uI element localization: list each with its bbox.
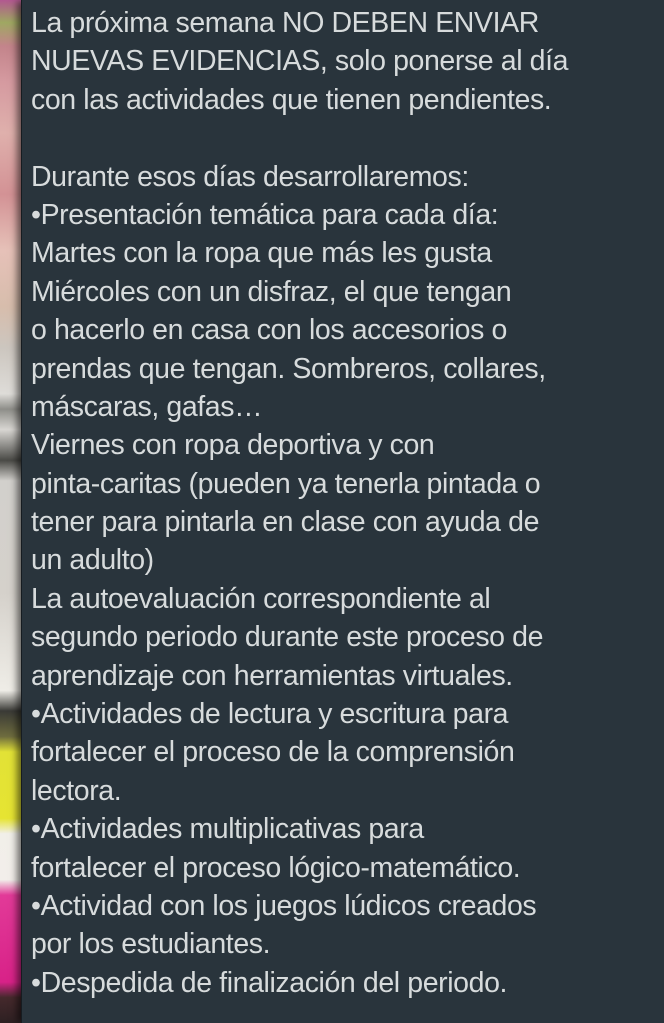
message-line: •Actividades de lectura y escritura para xyxy=(31,698,509,731)
message-line: por los estudiantes. xyxy=(31,928,271,961)
message-line: Durante esos días desarrollaremos: xyxy=(31,160,469,193)
message-line: un adulto) xyxy=(31,544,154,577)
background-photo-sliver xyxy=(0,0,21,1023)
message-text xyxy=(31,4,664,1002)
message-line: La autoevaluación correspondiente al xyxy=(31,582,491,615)
message-panel xyxy=(21,0,664,1023)
message-line: segundo periodo durante este proceso de xyxy=(31,621,544,654)
message-line: con las actividades que tienen pendientes. xyxy=(31,83,552,116)
message-line: fortalecer el proceso lógico-matemático. xyxy=(31,851,521,884)
message-line: Martes con la ropa que más les gusta xyxy=(31,237,492,270)
message-line: •Despedida de finalización del periodo. xyxy=(31,966,508,999)
message-line: fortalecer el proceso de la comprensión xyxy=(31,736,515,769)
message-line: NUEVAS EVIDENCIAS, solo ponerse al día xyxy=(31,45,569,78)
message-line: aprendizaje con herramientas virtuales. xyxy=(31,659,513,692)
message-line: lectora. xyxy=(31,774,122,807)
message-line: •Actividad con los juegos lúdicos creados xyxy=(31,889,537,922)
message-line: pinta-caritas (pueden ya tenerla pintada o xyxy=(31,467,541,500)
message-line xyxy=(31,119,664,157)
message-line: Miércoles con un disfraz, el que tengan xyxy=(31,275,512,308)
message-line: tener para pintarla en clase con ayuda de xyxy=(31,506,540,539)
message-line: •Presentación temática para cada día: xyxy=(31,198,499,231)
message-line: máscaras, gafas… xyxy=(31,390,263,423)
message-line: Viernes con ropa deportiva y con xyxy=(31,429,435,462)
message-line: o hacerlo en casa con los accesorios o xyxy=(31,314,507,347)
message-line: La próxima semana NO DEBEN ENVIAR xyxy=(31,7,539,39)
message-line: prendas que tengan. Sombreros, collares, xyxy=(31,352,546,385)
message-line: •Actividades multiplicativas para xyxy=(31,813,424,846)
